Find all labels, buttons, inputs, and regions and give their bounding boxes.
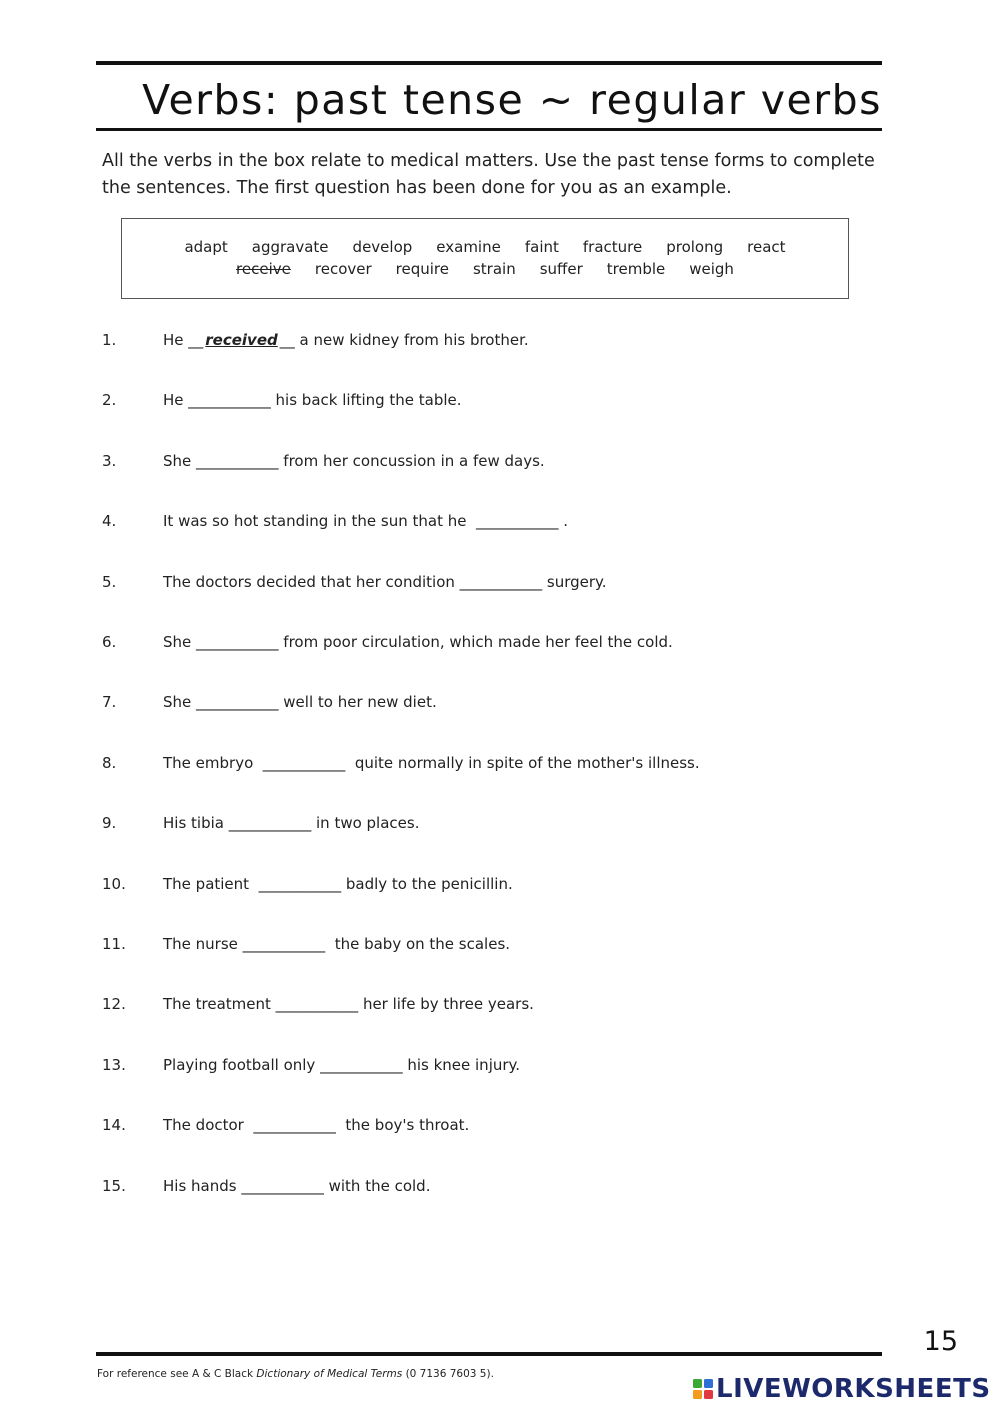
word-box-word: recover (314, 260, 372, 278)
question-text[interactable]: It was so hot standing in the sun that he ___________ . (163, 512, 569, 531)
word-box-word: strain (472, 260, 516, 278)
question-text[interactable]: His hands ___________ with the cold. (163, 1176, 431, 1195)
question-item (0, 811, 1000, 835)
brand-name: LIVEWORKSHEETS (716, 1374, 991, 1404)
word-box-word: examine (436, 238, 501, 256)
question-text[interactable]: The embryo ___________ quite normally in spite of the mother's illness. (163, 753, 700, 772)
word-box-word: aggravate (251, 238, 329, 256)
word-box-word: react (747, 238, 786, 256)
word-box-word: fracture (582, 238, 643, 256)
page-number: 15 (923, 1326, 958, 1357)
liveworksheets-brand[interactable] (692, 1374, 991, 1404)
instructions-text: All the verbs in the box relate to medical matters. Use the past tense forms to complete the sentences. The first question has been done for you as an example. (102, 151, 875, 198)
question-number: 3. (102, 451, 117, 470)
liveworksheets-logo-icon (692, 1378, 714, 1400)
word-box-word: require (395, 260, 449, 278)
word-box-line-1 (122, 238, 848, 256)
question-item (0, 1174, 1000, 1198)
question-number: 1. (102, 331, 117, 349)
footer-book-title: Dictionary of Medical Terms (256, 1368, 403, 1380)
word-box (121, 218, 849, 299)
question-text[interactable]: He ___________ his back lifting the table. (163, 391, 462, 410)
word-box-word: adapt (184, 238, 228, 256)
logo-square-green (693, 1379, 702, 1388)
word-box-word: prolong (666, 238, 724, 256)
question-text-before: He __ (163, 331, 204, 349)
question-item (0, 1053, 1000, 1077)
page-title: Verbs: past tense ~ regular verbs (142, 76, 882, 124)
question-number: 2. (102, 391, 117, 410)
question-item (0, 449, 1000, 473)
question-item (0, 328, 1000, 352)
word-box-word: faint (524, 238, 559, 256)
question-text[interactable] (163, 328, 529, 352)
example-answer: received (205, 331, 278, 349)
question-number: 6. (102, 633, 117, 651)
question-item (0, 992, 1000, 1016)
word-box-word: tremble (606, 260, 666, 278)
word-box-word: receive (236, 260, 291, 278)
question-number: 9. (102, 814, 117, 833)
question-item (0, 872, 1000, 896)
question-number: 4. (102, 512, 117, 531)
word-box-line-2 (122, 260, 848, 278)
bottom-rule (96, 1352, 882, 1356)
question-item (0, 751, 1000, 775)
question-number: 8. (102, 753, 117, 772)
footer-prefix: For reference see A & C Black (97, 1368, 257, 1380)
question-text[interactable]: The doctor ___________ the boy's throat. (163, 1116, 470, 1135)
footer-suffix: (0 7136 7603 5). (402, 1368, 494, 1380)
question-text[interactable]: The nurse ___________ the baby on the scales. (163, 935, 511, 953)
question-text[interactable]: Playing football only ___________ his knee injury. (163, 1055, 521, 1074)
question-item (0, 690, 1000, 714)
logo-square-orange (693, 1390, 702, 1399)
question-text[interactable]: She ___________ well to her new diet. (163, 693, 437, 712)
question-text[interactable]: She ___________ from her concussion in a few days. (163, 451, 545, 470)
question-number: 13. (102, 1055, 126, 1074)
word-box-word: weigh (689, 260, 734, 278)
question-number: 5. (102, 572, 117, 591)
question-number: 15. (102, 1176, 126, 1195)
question-text[interactable]: The patient ___________ badly to the penicillin. (163, 874, 513, 893)
word-box-word: suffer (539, 260, 583, 278)
question-text[interactable]: His tibia ___________ in two places. (163, 814, 420, 833)
question-number: 11. (102, 935, 126, 953)
question-number: 10. (102, 874, 126, 893)
logo-square-blue (704, 1379, 713, 1388)
question-text[interactable]: The treatment ___________ her life by three years. (163, 995, 534, 1014)
question-item (0, 388, 1000, 412)
question-number: 12. (102, 995, 126, 1014)
question-item (0, 570, 1000, 594)
question-item (0, 1113, 1000, 1137)
footer-reference (97, 1368, 494, 1380)
word-box-word: develop (352, 238, 413, 256)
question-number: 14. (102, 1116, 126, 1135)
question-text[interactable]: She ___________ from poor circulation, which made her feel the cold. (163, 633, 673, 651)
title-underline-rule (96, 128, 882, 131)
question-item (0, 630, 1000, 654)
question-item (0, 932, 1000, 956)
question-text-after: __ a new kidney from his brother. (279, 331, 529, 349)
logo-square-red (704, 1390, 713, 1399)
top-rule (96, 61, 882, 65)
question-item (0, 509, 1000, 533)
question-number: 7. (102, 693, 117, 712)
question-text[interactable]: The doctors decided that her condition ___________ surgery. (163, 572, 607, 591)
